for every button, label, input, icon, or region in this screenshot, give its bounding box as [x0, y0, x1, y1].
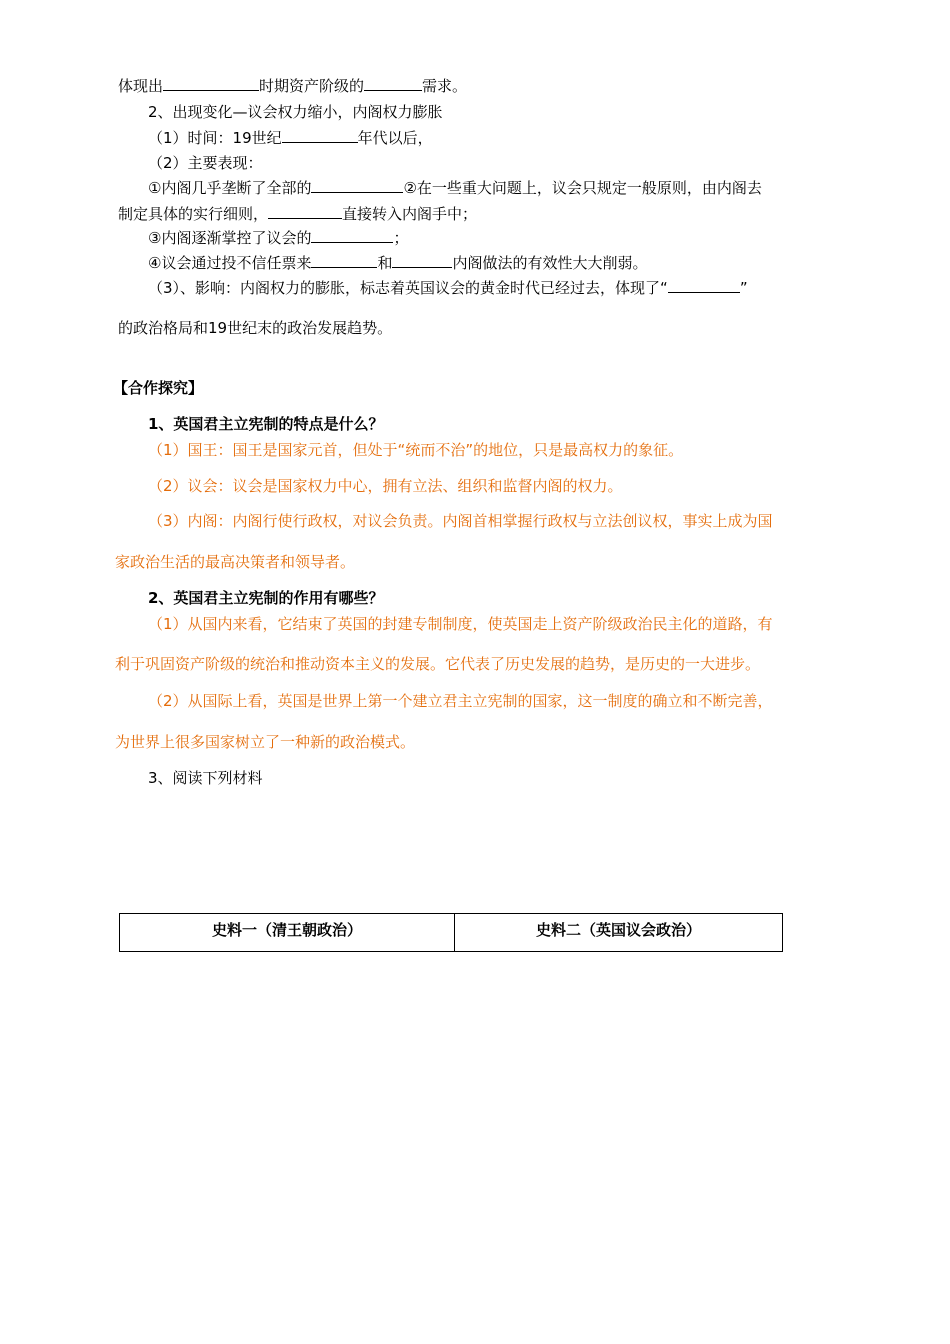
text: 时期资产阶级的 — [259, 77, 365, 95]
table-header-source-2: 史料二（英国议会政治） — [455, 914, 783, 952]
answer-1-3-cont: 家政治生活的最高决策者和领导者。 — [115, 553, 356, 571]
answer-1-2: （2）议会：议会是国家权力中心，拥有立法、组织和监督内阁的权力。 — [148, 477, 623, 495]
text: 制定具体的实行细则， — [118, 205, 269, 223]
point-4 — [148, 253, 647, 273]
section-heading: 【合作探究】 — [113, 379, 204, 397]
point-1-cont — [118, 204, 477, 224]
text: 体现出 — [118, 77, 164, 95]
table-row — [120, 914, 783, 952]
answer-2-1: （1）从国内来看，它结束了英国的封建专制制度，使英国走上资产阶级政治民主化的道路，有 — [148, 615, 773, 633]
text: 和 — [377, 254, 393, 272]
text: ③内阁逐渐掌控了议会的 — [148, 229, 312, 247]
fill-blank — [163, 76, 259, 91]
text: （1）时间：19世纪 — [148, 129, 282, 147]
fill-blank — [392, 253, 452, 268]
table-header-source-1: 史料一（清王朝政治） — [120, 914, 455, 952]
fill-blank — [311, 228, 393, 243]
time-line — [148, 128, 433, 148]
text: ①内阁几乎垄断了全部的 — [148, 179, 312, 197]
point-1 — [148, 178, 762, 198]
answer-2-2: （2）从国际上看，英国是世界上第一个建立君主立宪制的国家，这一制度的确立和不断完善， — [148, 692, 773, 710]
text: 内阁做法的有效性大大削弱。 — [452, 254, 648, 272]
impact-line — [148, 278, 748, 298]
fill-blank — [668, 278, 740, 293]
impact-cont: 的政治格局和19世纪末的政治发展趋势。 — [118, 319, 393, 337]
fill-blank — [311, 178, 403, 193]
answer-2-2-cont: 为世界上很多国家树立了一种新的政治模式。 — [115, 733, 416, 751]
text: 需求。 — [422, 77, 468, 95]
fill-blank — [311, 253, 377, 268]
answer-2-1-cont: 利于巩固资产阶级的统治和推动资本主义的发展。它代表了历史发展的趋势，是历史的一大进步。 — [115, 655, 761, 673]
text: ②在一些重大问题上，议会只规定一般原则，由内阁去 — [403, 179, 762, 197]
question-1: 1、英国君主立宪制的特点是什么？ — [148, 415, 384, 433]
text: ④议会通过投不信任票来 — [148, 254, 312, 272]
text: ； — [393, 229, 409, 247]
fill-blank — [282, 128, 358, 143]
main-title: （2）主要表现： — [148, 154, 263, 172]
question-3: 3、阅读下列材料 — [148, 769, 263, 787]
fill-blank — [268, 204, 342, 219]
point-3 — [148, 228, 408, 248]
text: ” — [739, 279, 748, 297]
text-line-1 — [118, 76, 467, 96]
question-2: 2、英国君主立宪制的作用有哪些？ — [148, 589, 384, 607]
answer-1-3: （3）内阁：内阁行使行政权，对议会负责。内阁首相掌握行政权与立法创议权，事实上成为国 — [148, 512, 773, 530]
text: 年代以后， — [357, 129, 433, 147]
item-2-title: 2、出现变化—议会权力缩小，内阁权力膨胀 — [148, 103, 443, 121]
fill-blank — [364, 76, 422, 91]
text: （3）、影响：内阁权力的膨胀，标志着英国议会的黄金时代已经过去，体现了“ — [148, 279, 668, 297]
text: 直接转入内阁手中； — [342, 205, 478, 223]
source-table — [119, 913, 783, 952]
answer-1-1: （1）国王：国王是国家元首，但处于“统而不治”的地位，只是最高权力的象征。 — [148, 441, 684, 459]
